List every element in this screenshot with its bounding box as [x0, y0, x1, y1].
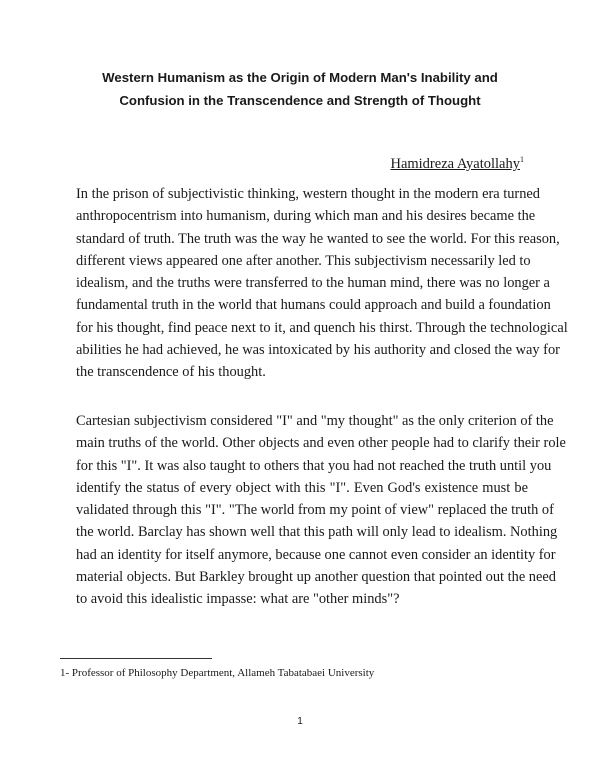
text-line: anthropocentrism into humanism, during which man and his desires became the [76, 208, 536, 225]
text-line: for this "I". It was also taught to others that you had not reached the truth until you [76, 457, 552, 474]
author-name: Hamidreza Ayatollahy [390, 156, 520, 172]
text-line: material objects. But Barkley brought up another question that pointed out the need [76, 569, 556, 586]
text-line: the transcendence of his thought. [76, 364, 266, 381]
body-paragraph-1 [76, 183, 568, 384]
text-line: In the prison of subjectivistic thinking, western thought in the modern era turned [76, 186, 540, 202]
title-line-1: Western Humanism as the Origin of Modern Man's Inability and [102, 70, 498, 85]
text-line: identify the status of every object with this "I". Even God's existence must be [76, 479, 528, 496]
text-line: for his thought, find peace next to it, and quench his thirst. Through the technological [76, 319, 568, 336]
text-line: the world. Barclay has shown well that this path will only lead to idealism. Nothing [76, 524, 558, 541]
text-line: had an identity for itself anymore, because one cannot even consider an identity for [76, 546, 556, 563]
title-line-2: Confusion in the Transcendence and Strength of Thought [119, 93, 481, 108]
text-line: abilities he had achieved, he was intoxicated by his authority and closed the way for [76, 342, 560, 359]
text-line: main truths of the world. Other objects and even other people had to clarify their role [76, 435, 566, 452]
text-line: idealism, and the truths were transferred to the human mind, there was no longer a [76, 275, 550, 292]
paper-title [60, 66, 540, 112]
text-line: standard of truth. The truth was the way he wanted to see the world. For this reason, [76, 230, 560, 247]
text-line: to avoid this idealistic impasse: what are "other minds"? [76, 591, 400, 608]
footnote-divider [60, 658, 212, 659]
text-line: validated through this "I". "The world from my point of view" replaced the truth of [76, 502, 554, 519]
footnote: 1- Professor of Philosophy Department, Allameh Tabatabaei University [60, 667, 375, 679]
author-footnote-mark: 1 [520, 155, 524, 164]
text-line: fundamental truth in the world that humans could approach and build a foundation [76, 297, 551, 314]
author-byline [390, 155, 524, 173]
text-line: Cartesian subjectivism considered "I" and "my thought" as the only criterion of the [76, 413, 554, 429]
body-paragraph-2 [76, 410, 566, 611]
page-number: 1 [297, 716, 303, 727]
text-line: different views appeared one after another. This subjectivism necessarily led to [76, 252, 531, 269]
